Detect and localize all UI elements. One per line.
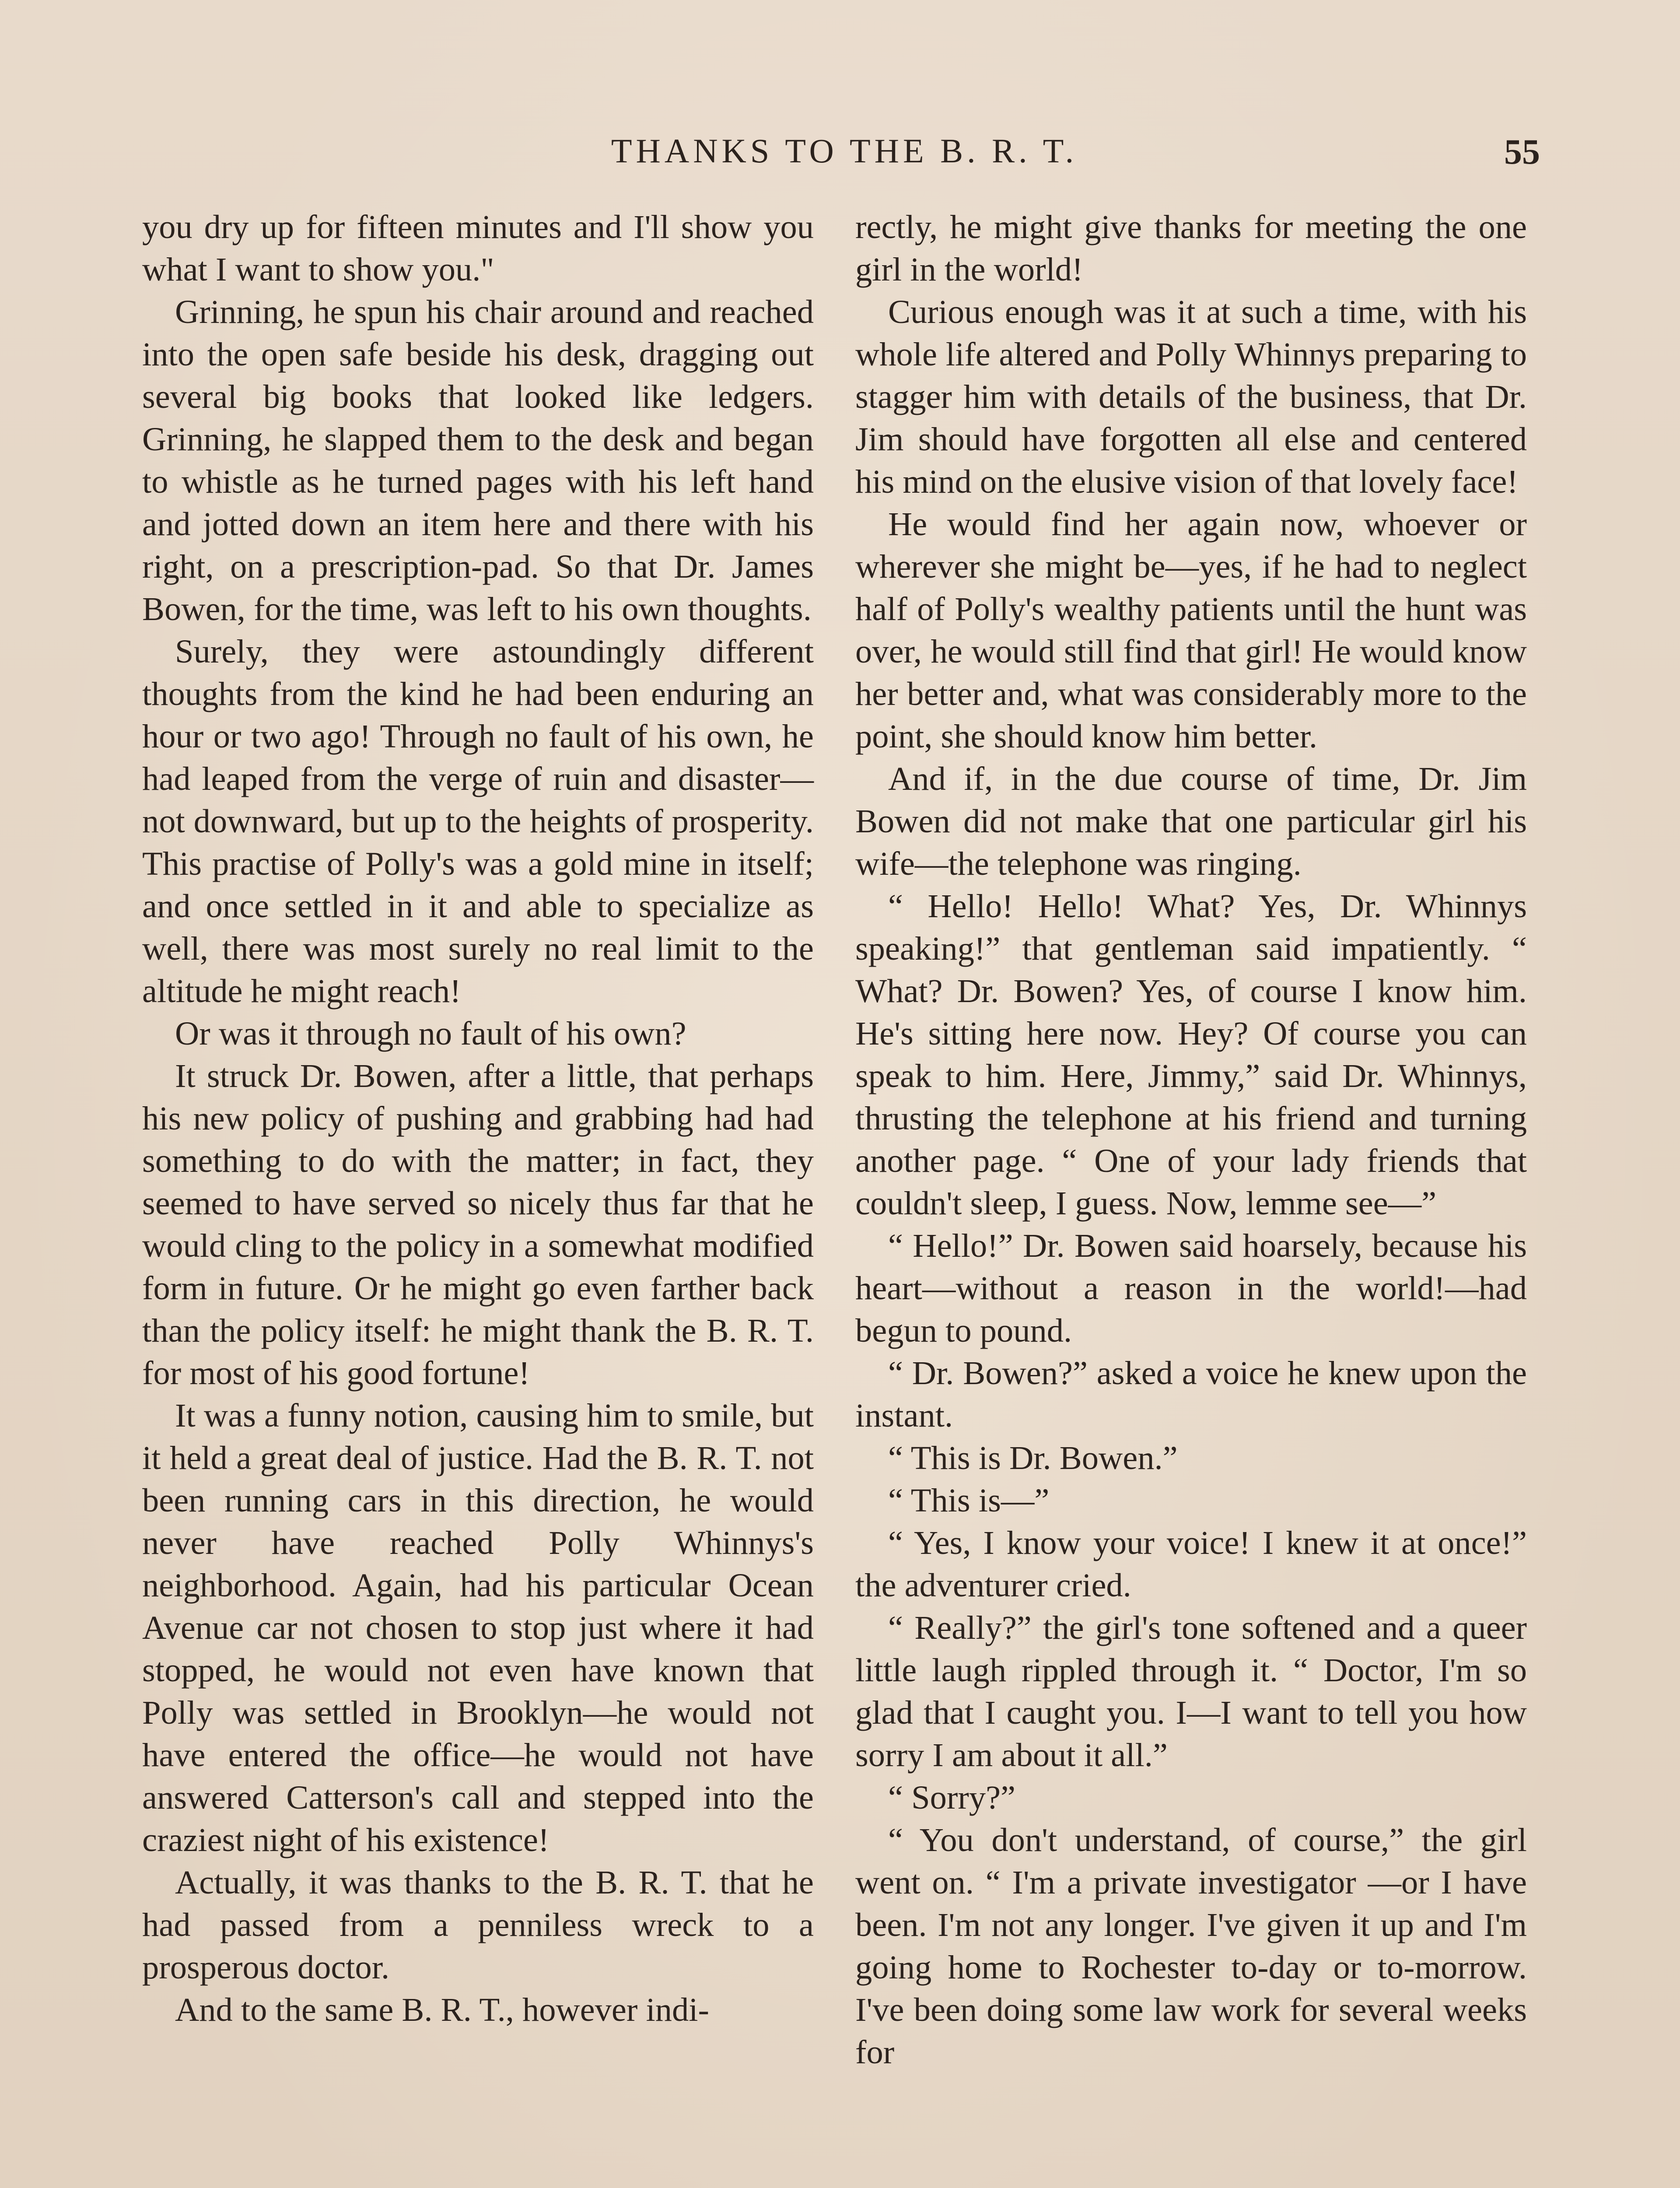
right-text-column <box>855 206 1527 2073</box>
paragraph: And to the same B. R. T., however indi- <box>175 1991 709 2028</box>
paragraph: you dry up for fifteen minutes and I'll show you what I want to show you." <box>142 208 814 288</box>
paragraph: “ This is Dr. Bowen.” <box>888 1439 1178 1476</box>
running-head <box>149 131 1540 179</box>
paragraph: And if, in the due course of time, Dr. Jim Bowen did not make that one particular girl his wife—the telephone was ringing. <box>855 760 1527 882</box>
paragraph: “ Really?” the girl's tone softened and a queer little laugh rippled through it. “ Doctor, I'm so glad that I caught you. I—I want to tell you how sorry I am about it all.” <box>855 1609 1527 1774</box>
paragraph: Or was it through no fault of his own? <box>175 1015 686 1052</box>
paragraph: “ Dr. Bowen?” asked a voice he knew upon the instant. <box>855 1354 1527 1434</box>
paragraph: “ Hello! Hello! What? Yes, Dr. Whinnys speaking!” that gentleman said impatiently. “ What? Dr. Bowen? Yes, of course I know him. He's sitting here now. Hey? Of course you can speak to him. Here, Jimmy,” said Dr. Whinnys, thrusting the telephone at his friend and turning another page. “ One of your lady friends that couldn't sleep, I guess. Now, lemme see—” <box>855 887 1527 1222</box>
paragraph: “ You don't understand, of course,” the girl went on. “ I'm a private investigator —or I have been. I'm not any longer. I've given it up and I'm going home to Rochester to-day or to-morrow. I've been doing some law work for several weeks for <box>855 1821 1527 2071</box>
left-text-column <box>142 206 814 2031</box>
paragraph: “ Yes, I know your voice! I knew it at once!” the adventurer cried. <box>855 1524 1527 1604</box>
paragraph: He would find her again now, whoever or wherever she might be—yes, if he had to neglect half of Polly's wealthy patients until the hunt was over, he would still find that girl! He would know her better and, what was considerably more to the point, she should know him better. <box>855 505 1527 755</box>
page-number: 55 <box>1504 132 1540 172</box>
paragraph: rectly, he might give thanks for meeting the one girl in the world! <box>855 208 1527 288</box>
paragraph: It was a funny notion, causing him to smile, but it held a great deal of justice. Had the B. R. T. not been running cars in this direction, he would never have reached Polly Whinnys's neighborhood. Again, had his particular Ocean Avenue car not chosen to stop just where it had stopped, he would not even have known that Polly was settled in Brooklyn—he would not have entered the office—he would not have answered Catterson's call and stepped into the craziest night of his existence! <box>142 1397 814 1858</box>
paragraph: “ Hello!” Dr. Bowen said hoarsely, because his heart—without a reason in the world!—had begun to pound. <box>855 1227 1527 1349</box>
paragraph: Grinning, he spun his chair around and reached into the open safe beside his desk, dragging out several big books that looked like ledgers. Grinning, he slapped them to the desk and began to whistle as he turned pages with his left hand and jotted down an item here and there with his right, on a prescription-pad. So that Dr. James Bowen, for the time, was left to his own thoughts. <box>142 293 814 628</box>
paragraph: “ Sorry?” <box>888 1779 1015 1816</box>
paragraph: Actually, it was thanks to the B. R. T. that he had passed from a penniless wreck to a prosperous doctor. <box>142 1864 814 1986</box>
paragraph: Curious enough was it at such a time, with his whole life altered and Polly Whinnys preparing to stagger him with details of the business, that Dr. Jim should have forgotten all else and centered his mind on the elusive vision of that lovely face! <box>855 293 1527 500</box>
paragraph: It struck Dr. Bowen, after a little, that perhaps his new policy of pushing and grabbing had had something to do with the matter; in fact, they seemed to have served so nicely thus far that he would cling to the policy in a somewhat modified form in future. Or he might go even farther back than the policy itself: he might thank the B. R. T. for most of his good fortune! <box>142 1057 814 1392</box>
running-title: THANKS TO THE B. R. T. <box>611 132 1078 170</box>
paragraph: “ This is—” <box>888 1482 1050 1519</box>
paragraph: Surely, they were astoundingly different thoughts from the kind he had been enduring an hour or two ago! Through no fault of his own, he had leaped from the verge of ruin and disaster—not downward, but up to the heights of prosperity. This practise of Polly's was a gold mine in itself; and once settled in it and able to specialize as well, there was most surely no real limit to the altitude he might reach! <box>142 633 814 1010</box>
